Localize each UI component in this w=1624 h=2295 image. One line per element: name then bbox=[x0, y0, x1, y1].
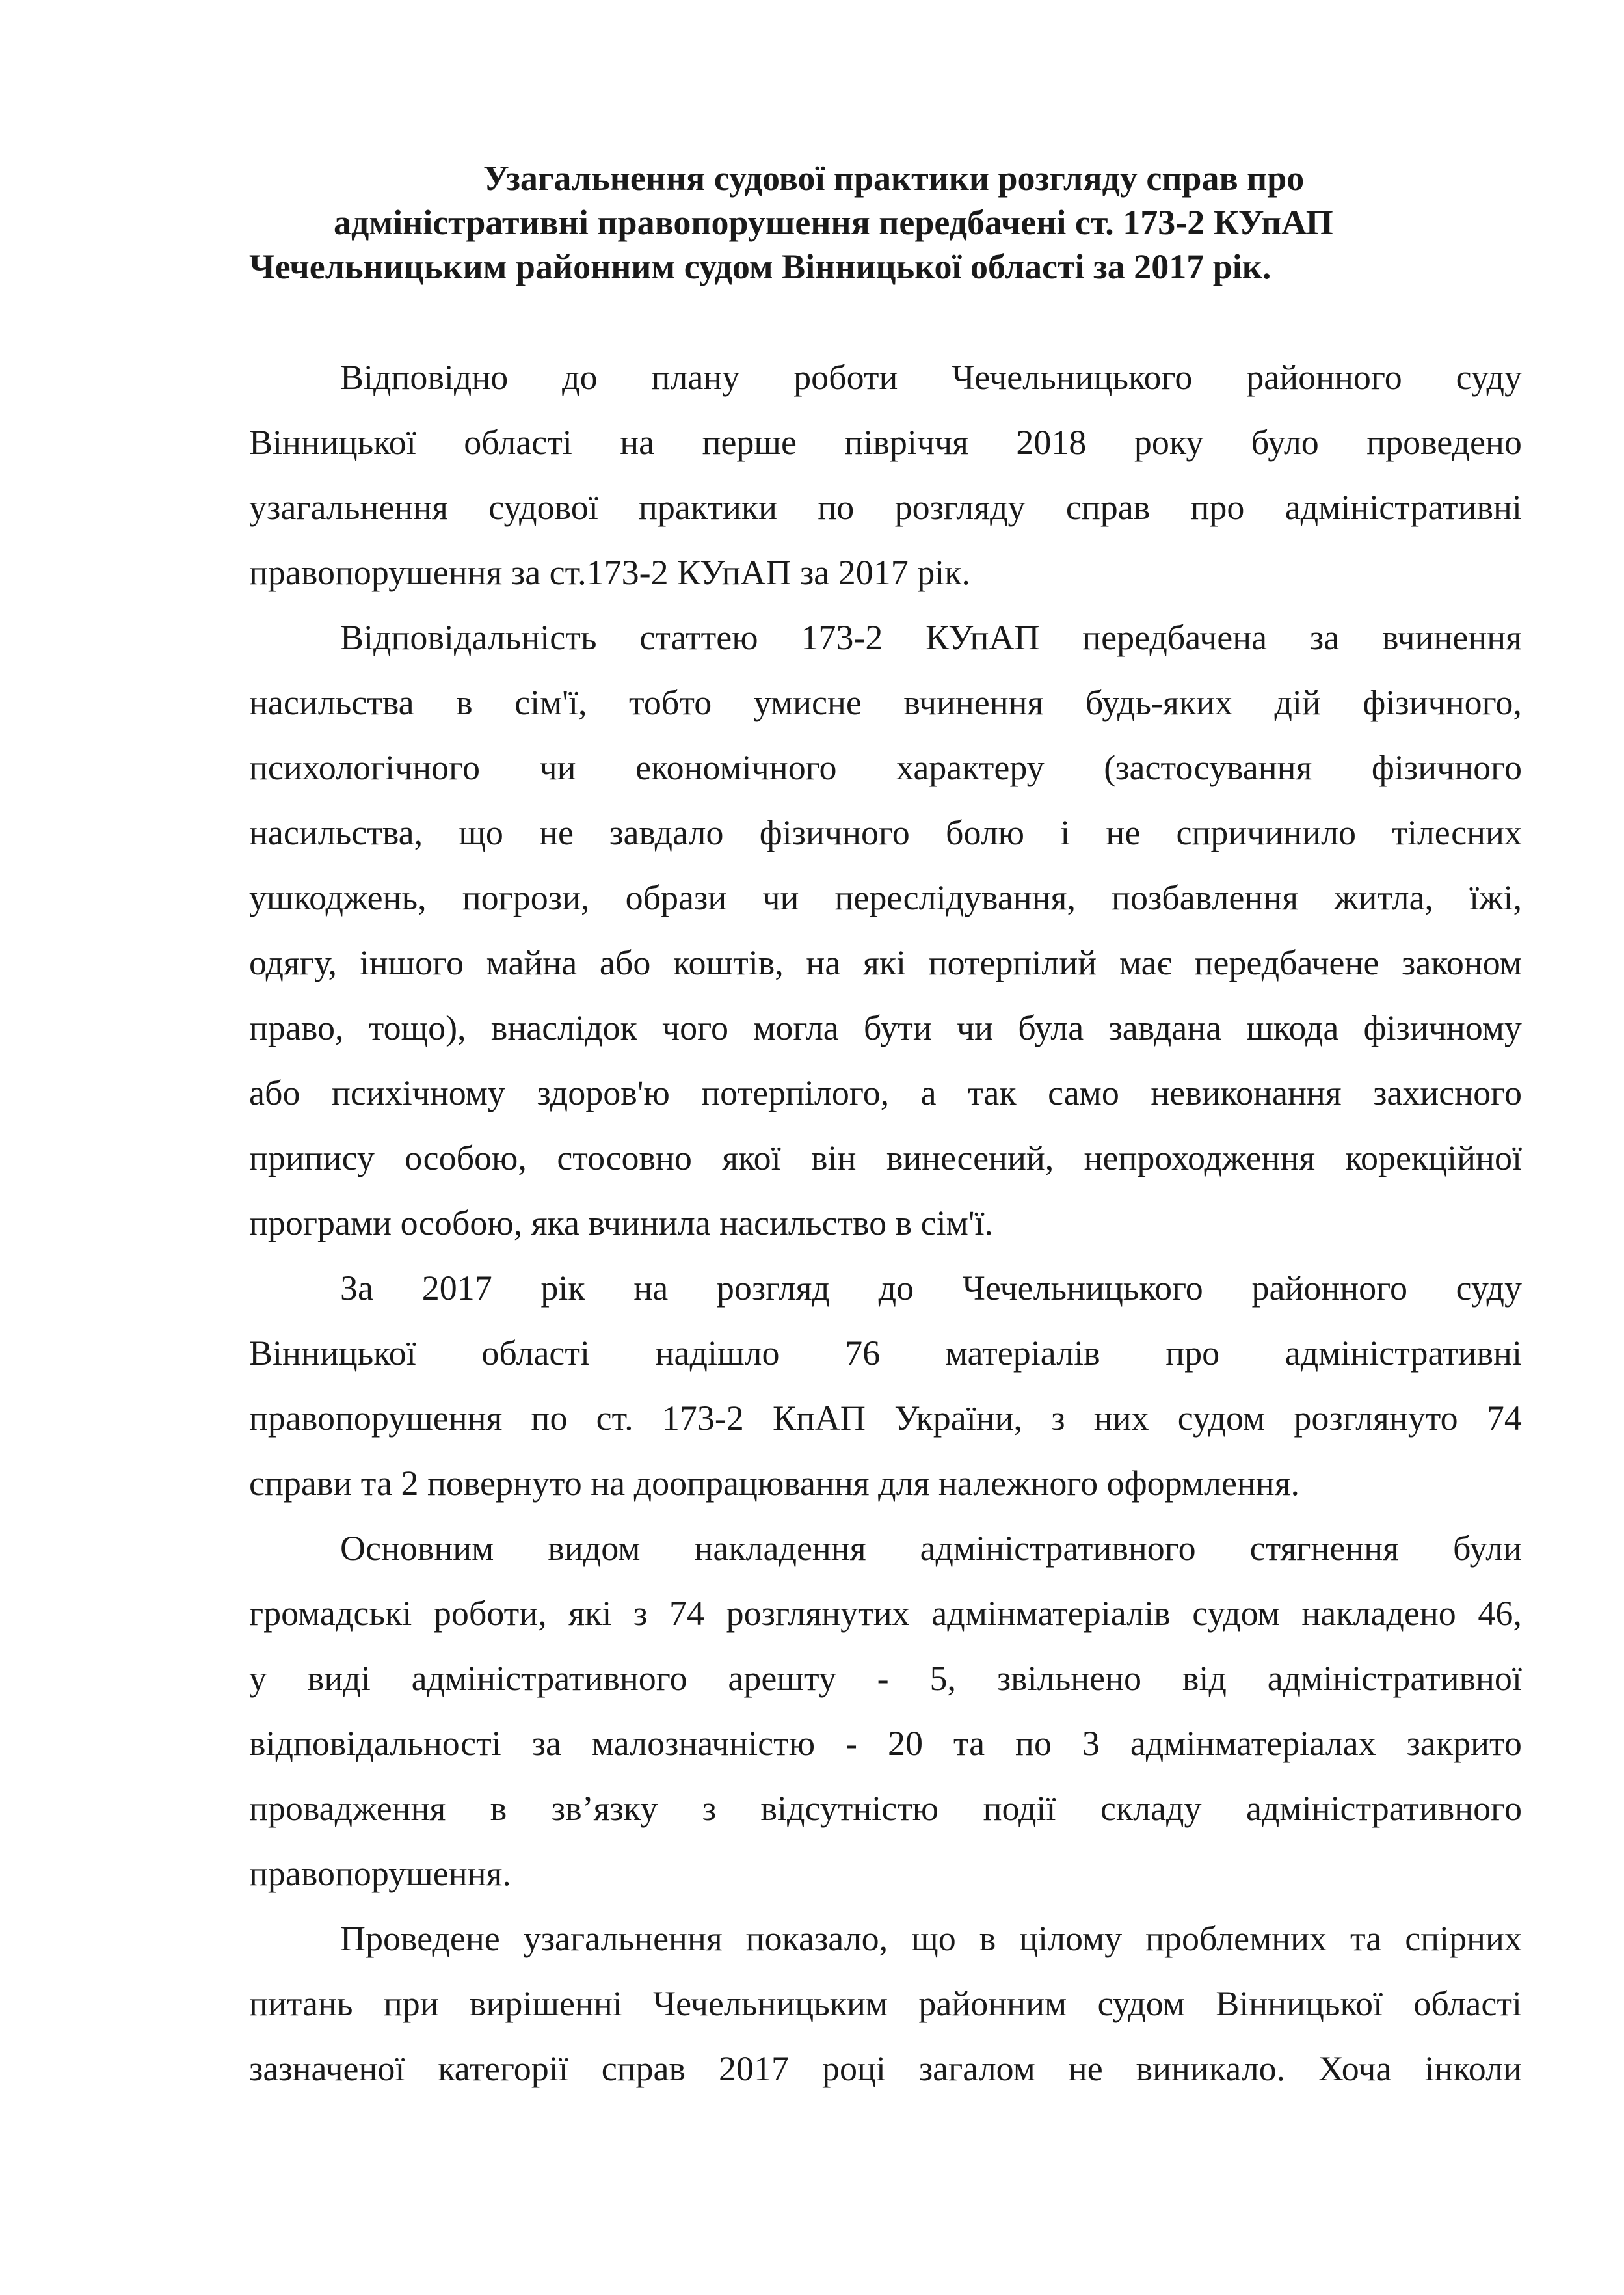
word: могла bbox=[753, 1008, 839, 1047]
word: болю bbox=[945, 813, 1025, 852]
word: районного bbox=[1251, 1268, 1407, 1308]
word: які bbox=[568, 1594, 612, 1633]
word: особою, bbox=[405, 1138, 527, 1177]
word: чого bbox=[662, 1008, 728, 1047]
word: насильства, bbox=[249, 813, 423, 852]
paragraph bbox=[249, 605, 1522, 1255]
word: стосовно bbox=[557, 1138, 692, 1177]
word: області bbox=[481, 1334, 590, 1373]
document-title bbox=[0, 156, 1624, 289]
word: році bbox=[821, 2049, 886, 2088]
word: події bbox=[983, 1789, 1056, 1828]
word: адміністративні bbox=[1285, 488, 1522, 527]
word: Відповідно bbox=[340, 358, 509, 397]
word: 74 bbox=[669, 1594, 705, 1633]
paragraph-line bbox=[249, 1386, 1522, 1451]
word: іншого bbox=[359, 943, 464, 982]
word: на bbox=[620, 423, 655, 462]
word: арешту bbox=[728, 1659, 836, 1698]
word: Чечельницьким bbox=[653, 1984, 888, 2023]
word: адмінматеріалах bbox=[1130, 1724, 1376, 1763]
word: судом bbox=[1097, 1984, 1185, 2023]
word: право, bbox=[249, 1008, 344, 1047]
paragraph bbox=[249, 1906, 1522, 2101]
word: адміністративного bbox=[1245, 1789, 1522, 1828]
word: Хоча bbox=[1318, 2049, 1392, 2088]
word: було bbox=[1251, 423, 1319, 462]
title-line: адміністративні правопорушення передбачені ст. 173-2 КУпАП bbox=[334, 203, 1333, 242]
paragraph-line bbox=[249, 475, 1522, 540]
paragraph-line bbox=[249, 930, 1522, 995]
paragraph-line bbox=[249, 1125, 1522, 1190]
paragraph-line bbox=[249, 345, 1522, 410]
word: на bbox=[633, 1268, 669, 1308]
word: про bbox=[1190, 488, 1245, 527]
word: вчинення bbox=[1381, 618, 1522, 657]
word: в bbox=[979, 1919, 996, 1958]
word: винесений, bbox=[886, 1138, 1054, 1177]
word: вирішенні bbox=[469, 1984, 622, 2023]
word: шкода bbox=[1246, 1008, 1339, 1047]
word: 74 bbox=[1486, 1399, 1522, 1438]
paragraph bbox=[249, 345, 1522, 605]
word: звільнено bbox=[996, 1659, 1142, 1698]
word: справ bbox=[1065, 488, 1151, 527]
word: тобто bbox=[628, 683, 712, 722]
word: КпАП bbox=[772, 1399, 866, 1438]
word: Чечельницького bbox=[962, 1268, 1203, 1308]
word: спірних bbox=[1405, 1919, 1522, 1958]
word: судом bbox=[1177, 1399, 1266, 1438]
word: насильства bbox=[249, 683, 414, 722]
word: фізичному bbox=[1363, 1008, 1522, 1047]
word: розгляд bbox=[716, 1268, 830, 1308]
paragraph-line bbox=[249, 995, 1522, 1060]
word: 2017 bbox=[719, 2049, 789, 2088]
word: 2018 bbox=[1016, 423, 1087, 462]
word: громадські bbox=[249, 1594, 412, 1633]
word: розглянутих bbox=[726, 1594, 910, 1633]
word: в bbox=[456, 683, 473, 722]
title-line: Узагальнення судової практики розгляду справ про bbox=[483, 159, 1305, 198]
word: і bbox=[1060, 813, 1071, 852]
word: а bbox=[920, 1073, 937, 1112]
word: розглянуто bbox=[1294, 1399, 1458, 1438]
word: роботи bbox=[793, 358, 898, 397]
word: провадження bbox=[249, 1789, 446, 1828]
word: що bbox=[459, 813, 503, 852]
paragraph-line bbox=[249, 1646, 1522, 1711]
paragraph-line bbox=[249, 1060, 1522, 1125]
word: корекційної bbox=[1345, 1138, 1522, 1177]
word: виді bbox=[307, 1659, 371, 1698]
word: чи bbox=[956, 1008, 994, 1047]
word: фізичного bbox=[759, 813, 910, 852]
paragraph-line bbox=[249, 2036, 1522, 2101]
word: - bbox=[845, 1724, 857, 1763]
word: проведено bbox=[1366, 423, 1522, 462]
word: та bbox=[1350, 1919, 1382, 1958]
word: показало, bbox=[745, 1919, 888, 1958]
word: характеру bbox=[896, 748, 1045, 787]
word: закрито bbox=[1406, 1724, 1522, 1763]
word: фізичного, bbox=[1363, 683, 1522, 722]
word: відповідальності bbox=[249, 1724, 501, 1763]
word: дій bbox=[1274, 683, 1321, 722]
word: економічного bbox=[635, 748, 837, 787]
word: проблемних bbox=[1145, 1919, 1327, 1958]
word: чи bbox=[762, 878, 799, 917]
word: до bbox=[878, 1268, 914, 1308]
paragraph-line: правопорушення за ст.173-2 КУпАП за 2017 рік. bbox=[249, 553, 971, 592]
word: перше bbox=[702, 423, 797, 462]
word: Відповідальність bbox=[340, 618, 597, 657]
word: виникало. bbox=[1136, 2049, 1286, 2088]
word: роботи, bbox=[433, 1594, 547, 1633]
word: само bbox=[1048, 1073, 1119, 1112]
word: Вінницької bbox=[1216, 1984, 1383, 2023]
word: завдало bbox=[609, 813, 724, 852]
word: КУпАП bbox=[925, 618, 1040, 657]
word: коштів, bbox=[673, 943, 784, 982]
paragraph-line bbox=[249, 670, 1522, 735]
word: тощо), bbox=[368, 1008, 466, 1047]
document-body bbox=[249, 345, 1522, 2101]
word: в bbox=[490, 1789, 507, 1828]
word: бути bbox=[863, 1008, 932, 1047]
word: здоров'ю bbox=[537, 1073, 670, 1112]
word: не bbox=[1068, 2049, 1103, 2088]
word: статтею bbox=[639, 618, 758, 657]
word: та bbox=[953, 1724, 985, 1763]
word: узагальнення bbox=[523, 1919, 723, 1958]
word: за bbox=[1309, 618, 1340, 657]
word: так bbox=[968, 1073, 1017, 1112]
word: при bbox=[383, 1984, 439, 2023]
word: з bbox=[1051, 1399, 1065, 1438]
word: півріччя bbox=[844, 423, 968, 462]
word: малозначністю bbox=[591, 1724, 816, 1763]
word: року bbox=[1134, 423, 1204, 462]
word: видом bbox=[548, 1529, 641, 1568]
word: фізичного bbox=[1371, 748, 1522, 787]
word: образи bbox=[625, 878, 727, 917]
word: умисне bbox=[753, 683, 862, 722]
word: з bbox=[633, 1594, 648, 1633]
paragraph bbox=[249, 1255, 1522, 1516]
word: за bbox=[531, 1724, 561, 1763]
paragraph-line: програми особою, яка вчинила насильство в сім'ї. bbox=[249, 1203, 994, 1242]
word: правопорушення bbox=[249, 1399, 503, 1438]
word: області bbox=[1413, 1984, 1522, 2023]
word: психологічного bbox=[249, 748, 480, 787]
word: судом bbox=[1192, 1594, 1280, 1633]
word: не bbox=[1106, 813, 1141, 852]
word: 20 bbox=[887, 1724, 923, 1763]
word: не bbox=[539, 813, 574, 852]
paragraph-line bbox=[249, 1255, 1522, 1321]
word: адміністративного bbox=[920, 1529, 1196, 1568]
word: розгляду bbox=[894, 488, 1026, 527]
paragraph-line: справи та 2 повернуто на доопрацювання для належного оформлення. bbox=[249, 1464, 1300, 1503]
word: були bbox=[1453, 1529, 1522, 1568]
word: їжі, bbox=[1469, 878, 1522, 917]
word: непроходження bbox=[1084, 1138, 1316, 1177]
word: них bbox=[1093, 1399, 1149, 1438]
word: адміністративні bbox=[1285, 1334, 1522, 1373]
word: ушкоджень, bbox=[249, 878, 427, 917]
word: захисного bbox=[1373, 1073, 1522, 1112]
word: на bbox=[806, 943, 841, 982]
paragraph-line bbox=[249, 1516, 1522, 1581]
word: накладено bbox=[1301, 1594, 1456, 1633]
word: зв’язку bbox=[551, 1789, 658, 1828]
word: передбачена bbox=[1082, 618, 1268, 657]
word: 173-2 bbox=[801, 618, 883, 657]
word: плану bbox=[651, 358, 740, 397]
word: складу bbox=[1100, 1789, 1202, 1828]
word: про bbox=[1165, 1334, 1220, 1373]
word: цілому bbox=[1019, 1919, 1123, 1958]
word: погрози, bbox=[462, 878, 590, 917]
word: що bbox=[911, 1919, 956, 1958]
word: по bbox=[1015, 1724, 1052, 1763]
word: передбачене bbox=[1194, 943, 1379, 982]
word: районним bbox=[918, 1984, 1067, 2023]
paragraph-line bbox=[249, 605, 1522, 670]
word: законом bbox=[1402, 943, 1522, 982]
word: ст. bbox=[596, 1399, 633, 1438]
word: завдана bbox=[1108, 1008, 1222, 1047]
word: стягнення bbox=[1249, 1529, 1399, 1568]
word: суду bbox=[1456, 358, 1522, 397]
word: або bbox=[249, 1073, 300, 1112]
word: Чечельницького bbox=[952, 358, 1193, 397]
word: 173-2 bbox=[661, 1399, 744, 1438]
word: узагальнення bbox=[249, 488, 448, 527]
word: адміністративної bbox=[1267, 1659, 1522, 1698]
paragraph-line bbox=[249, 1971, 1522, 2036]
paragraph-line bbox=[249, 800, 1522, 865]
word: - bbox=[877, 1659, 889, 1698]
paragraph bbox=[249, 1516, 1522, 1906]
word: по bbox=[818, 488, 855, 527]
word: майна bbox=[486, 943, 578, 982]
word: тілесних bbox=[1392, 813, 1522, 852]
word: справ bbox=[601, 2049, 686, 2088]
word: потерпілого, bbox=[701, 1073, 890, 1112]
word: 5, bbox=[929, 1659, 956, 1698]
word: переслідування, bbox=[834, 878, 1076, 917]
word: одягу, bbox=[249, 943, 337, 982]
word: практики bbox=[639, 488, 778, 527]
paragraph-line: правопорушення. bbox=[249, 1854, 511, 1893]
word: матеріалів bbox=[945, 1334, 1100, 1373]
word: Вінницької bbox=[249, 1334, 416, 1373]
word: України, bbox=[894, 1399, 1023, 1438]
word: (застосування bbox=[1104, 748, 1312, 787]
word: відсутністю bbox=[760, 1789, 939, 1828]
word: районного bbox=[1246, 358, 1402, 397]
word: невиконання bbox=[1151, 1073, 1342, 1112]
word: від bbox=[1182, 1659, 1227, 1698]
paragraph-line bbox=[249, 865, 1522, 930]
word: адміністративного bbox=[411, 1659, 687, 1698]
word: судової bbox=[488, 488, 598, 527]
word: загалом bbox=[918, 2049, 1035, 2088]
word: до bbox=[562, 358, 598, 397]
word: внаслідок bbox=[490, 1008, 637, 1047]
word: з bbox=[702, 1789, 717, 1828]
word: категорії bbox=[438, 2049, 568, 2088]
word: спричинило bbox=[1176, 813, 1357, 852]
word: За bbox=[340, 1268, 374, 1308]
word: накладення bbox=[694, 1529, 866, 1568]
word: якої bbox=[722, 1138, 781, 1177]
paragraph-line bbox=[249, 1581, 1522, 1646]
word: потерпілий bbox=[928, 943, 1097, 982]
word: питань bbox=[249, 1984, 353, 2023]
paragraph-line bbox=[249, 1906, 1522, 1971]
word: Проведене bbox=[340, 1919, 500, 1958]
word: інколи bbox=[1424, 2049, 1522, 2088]
paragraph-line bbox=[249, 735, 1522, 800]
word: по bbox=[531, 1399, 568, 1438]
paragraph-line bbox=[249, 1711, 1522, 1776]
word: була bbox=[1018, 1008, 1084, 1047]
word: які bbox=[862, 943, 907, 982]
word: будь-яких bbox=[1085, 683, 1232, 722]
word: сім'ї, bbox=[514, 683, 587, 722]
word: чи bbox=[539, 748, 576, 787]
word: психічному bbox=[331, 1073, 505, 1112]
paragraph-line bbox=[249, 410, 1522, 475]
word: Основним bbox=[340, 1529, 494, 1568]
paragraph-line bbox=[249, 1776, 1522, 1841]
word: у bbox=[249, 1659, 267, 1698]
word: зазначеної bbox=[249, 2049, 405, 2088]
word: позбавлення bbox=[1112, 878, 1299, 917]
word: житла, bbox=[1334, 878, 1434, 917]
word: 3 bbox=[1082, 1724, 1100, 1763]
word: надішло bbox=[655, 1334, 780, 1373]
word: припису bbox=[249, 1138, 375, 1177]
word: 46, bbox=[1478, 1594, 1522, 1633]
word: 2017 bbox=[421, 1268, 492, 1308]
word: він bbox=[811, 1138, 857, 1177]
word: має bbox=[1119, 943, 1172, 982]
word: суду bbox=[1456, 1268, 1522, 1308]
title-line: Чечельницьким районним судом Вінницької області за 2017 рік. bbox=[249, 247, 1271, 286]
word: адмінматеріалів bbox=[931, 1594, 1171, 1633]
word: 76 bbox=[845, 1334, 881, 1373]
word: або bbox=[599, 943, 651, 982]
word: області bbox=[464, 423, 572, 462]
word: рік bbox=[540, 1268, 585, 1308]
paragraph-line bbox=[249, 1321, 1522, 1386]
word: вчинення bbox=[903, 683, 1044, 722]
word: Вінницької bbox=[249, 423, 416, 462]
